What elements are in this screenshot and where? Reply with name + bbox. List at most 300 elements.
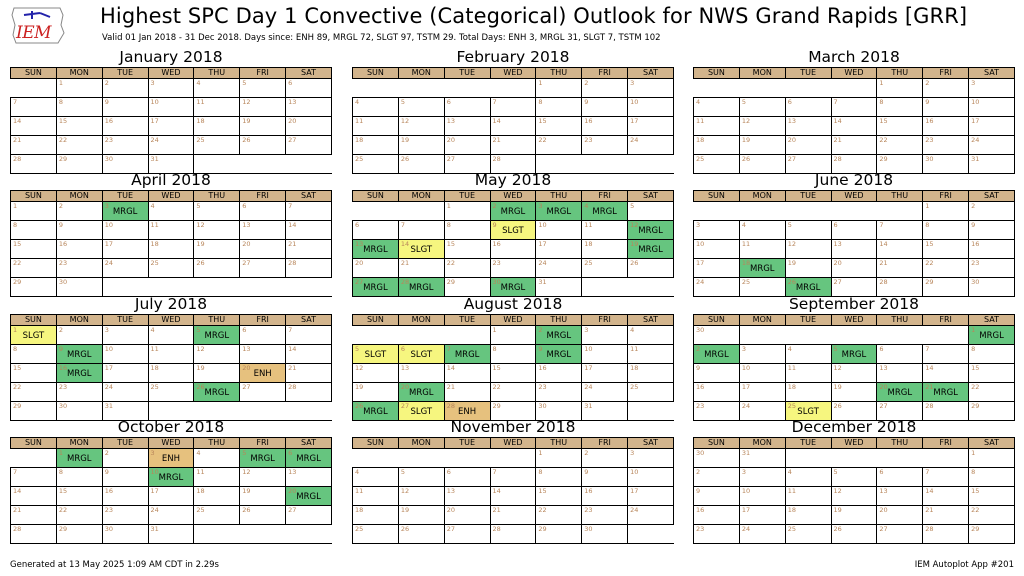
day-number: 26: [196, 383, 205, 391]
outlook-category-label: MRGL: [408, 388, 434, 398]
day-cell: [353, 383, 399, 402]
weekday-header: SUN: [694, 438, 740, 449]
outlook-category-label: MRGL: [841, 350, 867, 360]
day-number: 10: [150, 98, 159, 106]
day-cell: [969, 259, 1015, 278]
month-table: [352, 314, 674, 421]
weekday-header: THU: [877, 68, 923, 79]
weekday-header: WED: [490, 438, 536, 449]
day-cell: [628, 487, 674, 506]
day-cell: [286, 506, 332, 525]
day-cell: [148, 506, 194, 525]
day-number: 28: [925, 402, 934, 410]
day-number: 28: [288, 383, 297, 391]
weekday-header: TUE: [444, 68, 490, 79]
day-number: 14: [879, 240, 888, 248]
day-cell: [785, 506, 831, 525]
day-cell: [739, 240, 785, 259]
day-cell: [739, 449, 785, 468]
day-number: 29: [971, 525, 980, 533]
day-cell: [877, 506, 923, 525]
day-cell: [582, 345, 628, 364]
weekday-header: TUE: [444, 191, 490, 202]
day-number: 4: [696, 98, 701, 106]
page-title: Highest SPC Day 1 Convective (Categorical) Outlook for NWS Grand Rapids [GRR]: [100, 4, 968, 28]
day-number: 29: [538, 525, 547, 533]
weekday-header: MON: [398, 68, 444, 79]
logo-text: IEM: [16, 23, 52, 43]
empty-cell: [831, 449, 877, 468]
outlook-category-label: MRGL: [704, 350, 729, 360]
day-cell: [11, 278, 57, 297]
day-cell: [148, 240, 194, 259]
empty-cell: [877, 326, 923, 345]
empty-cell: [444, 79, 490, 98]
outlook-category-label: SLGT: [502, 226, 524, 236]
day-cell: [148, 221, 194, 240]
day-number: 16: [492, 240, 501, 248]
weekday-header: SAT: [286, 438, 332, 449]
day-number: 25: [150, 383, 159, 391]
day-cell: [286, 136, 332, 155]
day-cell: [194, 506, 240, 525]
day-cell: [398, 240, 444, 259]
day-cell: [969, 326, 1015, 345]
day-number: 5: [400, 468, 405, 476]
day-number: 27: [446, 525, 455, 533]
day-number: 7: [288, 326, 293, 334]
day-cell: [56, 326, 102, 345]
day-cell: [148, 136, 194, 155]
day-cell: [536, 202, 582, 221]
day-number: 26: [242, 136, 251, 144]
day-number: 7: [492, 468, 497, 476]
day-number: 21: [492, 136, 501, 144]
day-cell: [102, 259, 148, 278]
weekday-header: SUN: [694, 68, 740, 79]
day-cell: [444, 221, 490, 240]
day-number: 22: [925, 259, 934, 267]
day-number: 26: [242, 506, 251, 514]
day-cell: [536, 326, 582, 345]
outlook-category-label: MRGL: [546, 350, 572, 360]
day-cell: [11, 487, 57, 506]
empty-cell: [694, 79, 740, 98]
day-number: 30: [584, 525, 593, 533]
day-number: 20: [355, 259, 364, 267]
outlook-category-label: MRGL: [66, 454, 92, 464]
empty-cell: [877, 202, 923, 221]
day-cell: [194, 383, 240, 402]
day-number: 27: [400, 402, 410, 410]
day-number: 10: [741, 364, 751, 372]
day-number: 2: [58, 326, 63, 334]
month-calendar: [10, 171, 332, 302]
day-number: 30: [696, 449, 705, 457]
day-cell: [240, 98, 286, 117]
day-cell: [536, 98, 582, 117]
day-number: 26: [741, 155, 751, 163]
month-table: [693, 437, 1015, 544]
day-cell: [490, 98, 536, 117]
day-cell: [353, 221, 399, 240]
day-number: 18: [630, 364, 639, 372]
day-cell: [490, 487, 536, 506]
day-number: 8: [538, 98, 543, 106]
day-number: 12: [833, 364, 842, 372]
day-number: 11: [787, 487, 796, 495]
day-number: 22: [492, 383, 501, 391]
day-cell: [969, 487, 1015, 506]
day-number: 9: [971, 221, 976, 229]
day-cell: [694, 278, 740, 297]
day-cell: [56, 136, 102, 155]
day-number: 16: [58, 240, 68, 248]
day-cell: [398, 259, 444, 278]
day-cell: [102, 202, 148, 221]
day-number: 29: [58, 155, 68, 163]
day-cell: [582, 98, 628, 117]
empty-cell: [582, 278, 628, 297]
day-cell: [148, 79, 194, 98]
day-number: 11: [150, 221, 159, 229]
day-cell: [923, 278, 969, 297]
day-number: 25: [584, 259, 593, 267]
day-number: 28: [492, 525, 501, 533]
day-cell: [240, 345, 286, 364]
app-label: IEM Autoplot App #201: [914, 560, 1014, 570]
day-number: 14: [492, 487, 501, 495]
day-number: 26: [355, 402, 364, 410]
outlook-category-label: MRGL: [158, 473, 184, 483]
weekday-header: SUN: [353, 438, 399, 449]
weekday-header: SAT: [969, 315, 1015, 326]
outlook-category-label: MRGL: [250, 454, 275, 464]
day-cell: [969, 136, 1015, 155]
day-number: 19: [787, 259, 796, 267]
outlook-category-label: MRGL: [112, 207, 138, 217]
day-cell: [969, 364, 1015, 383]
empty-cell: [739, 202, 785, 221]
outlook-category-label: SLGT: [410, 407, 433, 417]
day-number: 16: [104, 487, 113, 495]
day-number: 30: [58, 402, 68, 410]
day-cell: [490, 221, 536, 240]
day-number: 20: [400, 383, 410, 391]
day-cell: [694, 259, 740, 278]
day-number: 27: [833, 278, 842, 286]
day-cell: [739, 487, 785, 506]
day-cell: [923, 468, 969, 487]
day-number: 18: [787, 506, 796, 514]
day-number: 10: [584, 345, 593, 353]
day-cell: [286, 487, 332, 506]
weekday-header: SAT: [969, 191, 1015, 202]
day-number: 22: [58, 136, 68, 144]
outlook-category-label: MRGL: [204, 331, 230, 341]
day-cell: [582, 240, 628, 259]
day-number: 29: [446, 278, 455, 286]
day-number: 4: [584, 202, 589, 210]
day-number: 22: [58, 506, 68, 514]
day-cell: [923, 117, 969, 136]
day-cell: [694, 383, 740, 402]
month-table: [10, 437, 332, 544]
day-cell: [969, 383, 1015, 402]
day-cell: [444, 278, 490, 297]
day-number: 7: [13, 98, 18, 106]
day-cell: [877, 487, 923, 506]
outlook-category-label: MRGL: [454, 350, 480, 360]
day-cell: [11, 259, 57, 278]
day-number: 9: [925, 98, 930, 106]
empty-cell: [785, 449, 831, 468]
month-title: November 2018: [450, 418, 576, 436]
day-cell: [56, 259, 102, 278]
day-number: 28: [288, 259, 297, 267]
day-number: 6: [288, 79, 293, 87]
day-cell: [877, 98, 923, 117]
day-cell: [102, 468, 148, 487]
day-number: 16: [696, 383, 705, 391]
day-number: 19: [741, 136, 751, 144]
day-number: 24: [150, 506, 159, 514]
day-cell: [240, 136, 286, 155]
day-number: 9: [538, 345, 543, 353]
day-cell: [877, 525, 923, 544]
day-cell: [148, 326, 194, 345]
day-cell: [240, 364, 286, 383]
day-number: 25: [355, 525, 364, 533]
day-number: 2: [971, 202, 976, 210]
weekday-header: THU: [877, 315, 923, 326]
weekday-header: FRI: [923, 315, 969, 326]
day-cell: [56, 525, 102, 544]
day-number: 27: [787, 155, 796, 163]
weekday-header: TUE: [102, 315, 148, 326]
day-cell: [536, 506, 582, 525]
day-number: 6: [242, 326, 247, 334]
day-number: 8: [492, 345, 497, 353]
day-number: 6: [288, 449, 293, 457]
day-cell: [490, 259, 536, 278]
day-number: 8: [58, 98, 63, 106]
day-cell: [444, 487, 490, 506]
day-cell: [582, 117, 628, 136]
day-number: 20: [446, 136, 455, 144]
day-cell: [628, 449, 674, 468]
day-cell: [923, 202, 969, 221]
day-cell: [194, 117, 240, 136]
day-number: 10: [150, 468, 159, 476]
day-cell: [969, 221, 1015, 240]
day-number: 1: [538, 79, 543, 87]
day-cell: [877, 345, 923, 364]
day-number: 27: [288, 136, 297, 144]
empty-cell: [785, 326, 831, 345]
day-number: 2: [696, 345, 701, 353]
day-number: 18: [355, 506, 364, 514]
day-number: 17: [584, 364, 593, 372]
day-cell: [398, 468, 444, 487]
day-number: 8: [925, 221, 930, 229]
day-cell: [969, 79, 1015, 98]
day-number: 25: [787, 402, 796, 410]
day-number: 5: [400, 98, 405, 106]
day-number: 20: [787, 136, 796, 144]
empty-cell: [444, 449, 490, 468]
day-number: 21: [925, 506, 934, 514]
day-cell: [831, 468, 877, 487]
weekday-header: THU: [536, 438, 582, 449]
day-number: 26: [630, 259, 639, 267]
day-number: 27: [242, 383, 251, 391]
day-cell: [56, 221, 102, 240]
day-cell: [628, 259, 674, 278]
weekday-header: FRI: [923, 68, 969, 79]
outlook-category-label: MRGL: [296, 492, 321, 502]
day-number: 16: [971, 240, 980, 248]
day-cell: [923, 79, 969, 98]
day-number: 24: [584, 383, 593, 391]
day-number: 1: [971, 449, 976, 457]
day-cell: [739, 278, 785, 297]
day-number: 27: [879, 402, 888, 410]
day-number: 29: [58, 525, 68, 533]
month-table: [10, 190, 332, 297]
day-cell: [102, 136, 148, 155]
day-number: 15: [971, 364, 980, 372]
weekday-header: MON: [56, 438, 102, 449]
empty-cell: [353, 449, 399, 468]
day-number: 23: [538, 383, 547, 391]
day-number: 10: [104, 221, 113, 229]
day-number: 25: [741, 278, 751, 286]
day-cell: [969, 525, 1015, 544]
weekday-header: WED: [490, 315, 536, 326]
weekday-header: SUN: [11, 68, 57, 79]
day-number: 27: [242, 259, 251, 267]
day-cell: [353, 98, 399, 117]
outlook-category-label: MRGL: [546, 331, 572, 341]
day-cell: [490, 117, 536, 136]
day-cell: [877, 278, 923, 297]
outlook-category-label: MRGL: [592, 207, 617, 217]
day-number: 31: [538, 278, 547, 286]
day-number: 25: [696, 155, 705, 163]
day-number: 1: [13, 202, 18, 210]
day-number: 25: [196, 136, 205, 144]
day-number: 8: [971, 468, 976, 476]
day-cell: [877, 240, 923, 259]
day-cell: [148, 468, 194, 487]
day-cell: [490, 136, 536, 155]
day-cell: [628, 345, 674, 364]
weekday-header: MON: [56, 68, 102, 79]
day-cell: [102, 364, 148, 383]
weekday-header: WED: [148, 68, 194, 79]
day-number: 29: [925, 278, 934, 286]
day-number: 18: [150, 364, 159, 372]
day-number: 7: [925, 468, 930, 476]
weekday-header: SUN: [353, 68, 399, 79]
day-cell: [398, 525, 444, 544]
day-cell: [582, 326, 628, 345]
day-number: 12: [741, 117, 751, 125]
day-number: 6: [446, 98, 451, 106]
outlook-category-label: SLGT: [410, 245, 433, 255]
day-number: 4: [355, 98, 360, 106]
day-cell: [831, 487, 877, 506]
day-number: 8: [879, 98, 884, 106]
day-cell: [102, 117, 148, 136]
day-cell: [240, 506, 286, 525]
outlook-category-label: MRGL: [638, 245, 663, 255]
weekday-header: WED: [148, 191, 194, 202]
day-number: 3: [104, 202, 109, 210]
day-cell: [240, 449, 286, 468]
day-cell: [194, 98, 240, 117]
day-cell: [785, 117, 831, 136]
day-number: 30: [971, 278, 980, 286]
weekday-header: SAT: [969, 438, 1015, 449]
day-cell: [194, 345, 240, 364]
day-cell: [739, 383, 785, 402]
day-number: 5: [355, 345, 360, 353]
day-cell: [831, 117, 877, 136]
day-number: 23: [584, 506, 593, 514]
day-cell: [923, 506, 969, 525]
day-number: 12: [242, 468, 251, 476]
day-number: 31: [971, 155, 980, 163]
day-number: 11: [150, 345, 159, 353]
day-number: 5: [741, 98, 746, 106]
empty-cell: [102, 278, 148, 297]
day-number: 20: [879, 383, 888, 391]
weekday-header: SUN: [353, 191, 399, 202]
day-cell: [102, 240, 148, 259]
day-cell: [490, 202, 536, 221]
day-cell: [490, 240, 536, 259]
day-number: 26: [833, 525, 842, 533]
day-number: 29: [13, 402, 22, 410]
day-number: 23: [696, 402, 705, 410]
day-cell: [831, 506, 877, 525]
day-number: 24: [104, 383, 113, 391]
day-cell: [240, 383, 286, 402]
day-number: 21: [13, 136, 22, 144]
day-number: 25: [630, 383, 639, 391]
weekday-header: FRI: [240, 315, 286, 326]
day-cell: [286, 240, 332, 259]
day-cell: [923, 221, 969, 240]
month-calendar: [10, 418, 332, 549]
empty-cell: [11, 449, 57, 468]
day-number: 19: [400, 506, 410, 514]
day-number: 8: [13, 221, 18, 229]
day-cell: [628, 117, 674, 136]
empty-cell: [286, 278, 332, 297]
day-number: 14: [288, 221, 297, 229]
day-cell: [923, 383, 969, 402]
day-cell: [102, 221, 148, 240]
day-cell: [102, 449, 148, 468]
weekday-header: SAT: [628, 438, 674, 449]
day-number: 9: [104, 468, 109, 476]
day-number: 5: [833, 345, 838, 353]
day-cell: [628, 136, 674, 155]
day-number: 11: [630, 345, 639, 353]
